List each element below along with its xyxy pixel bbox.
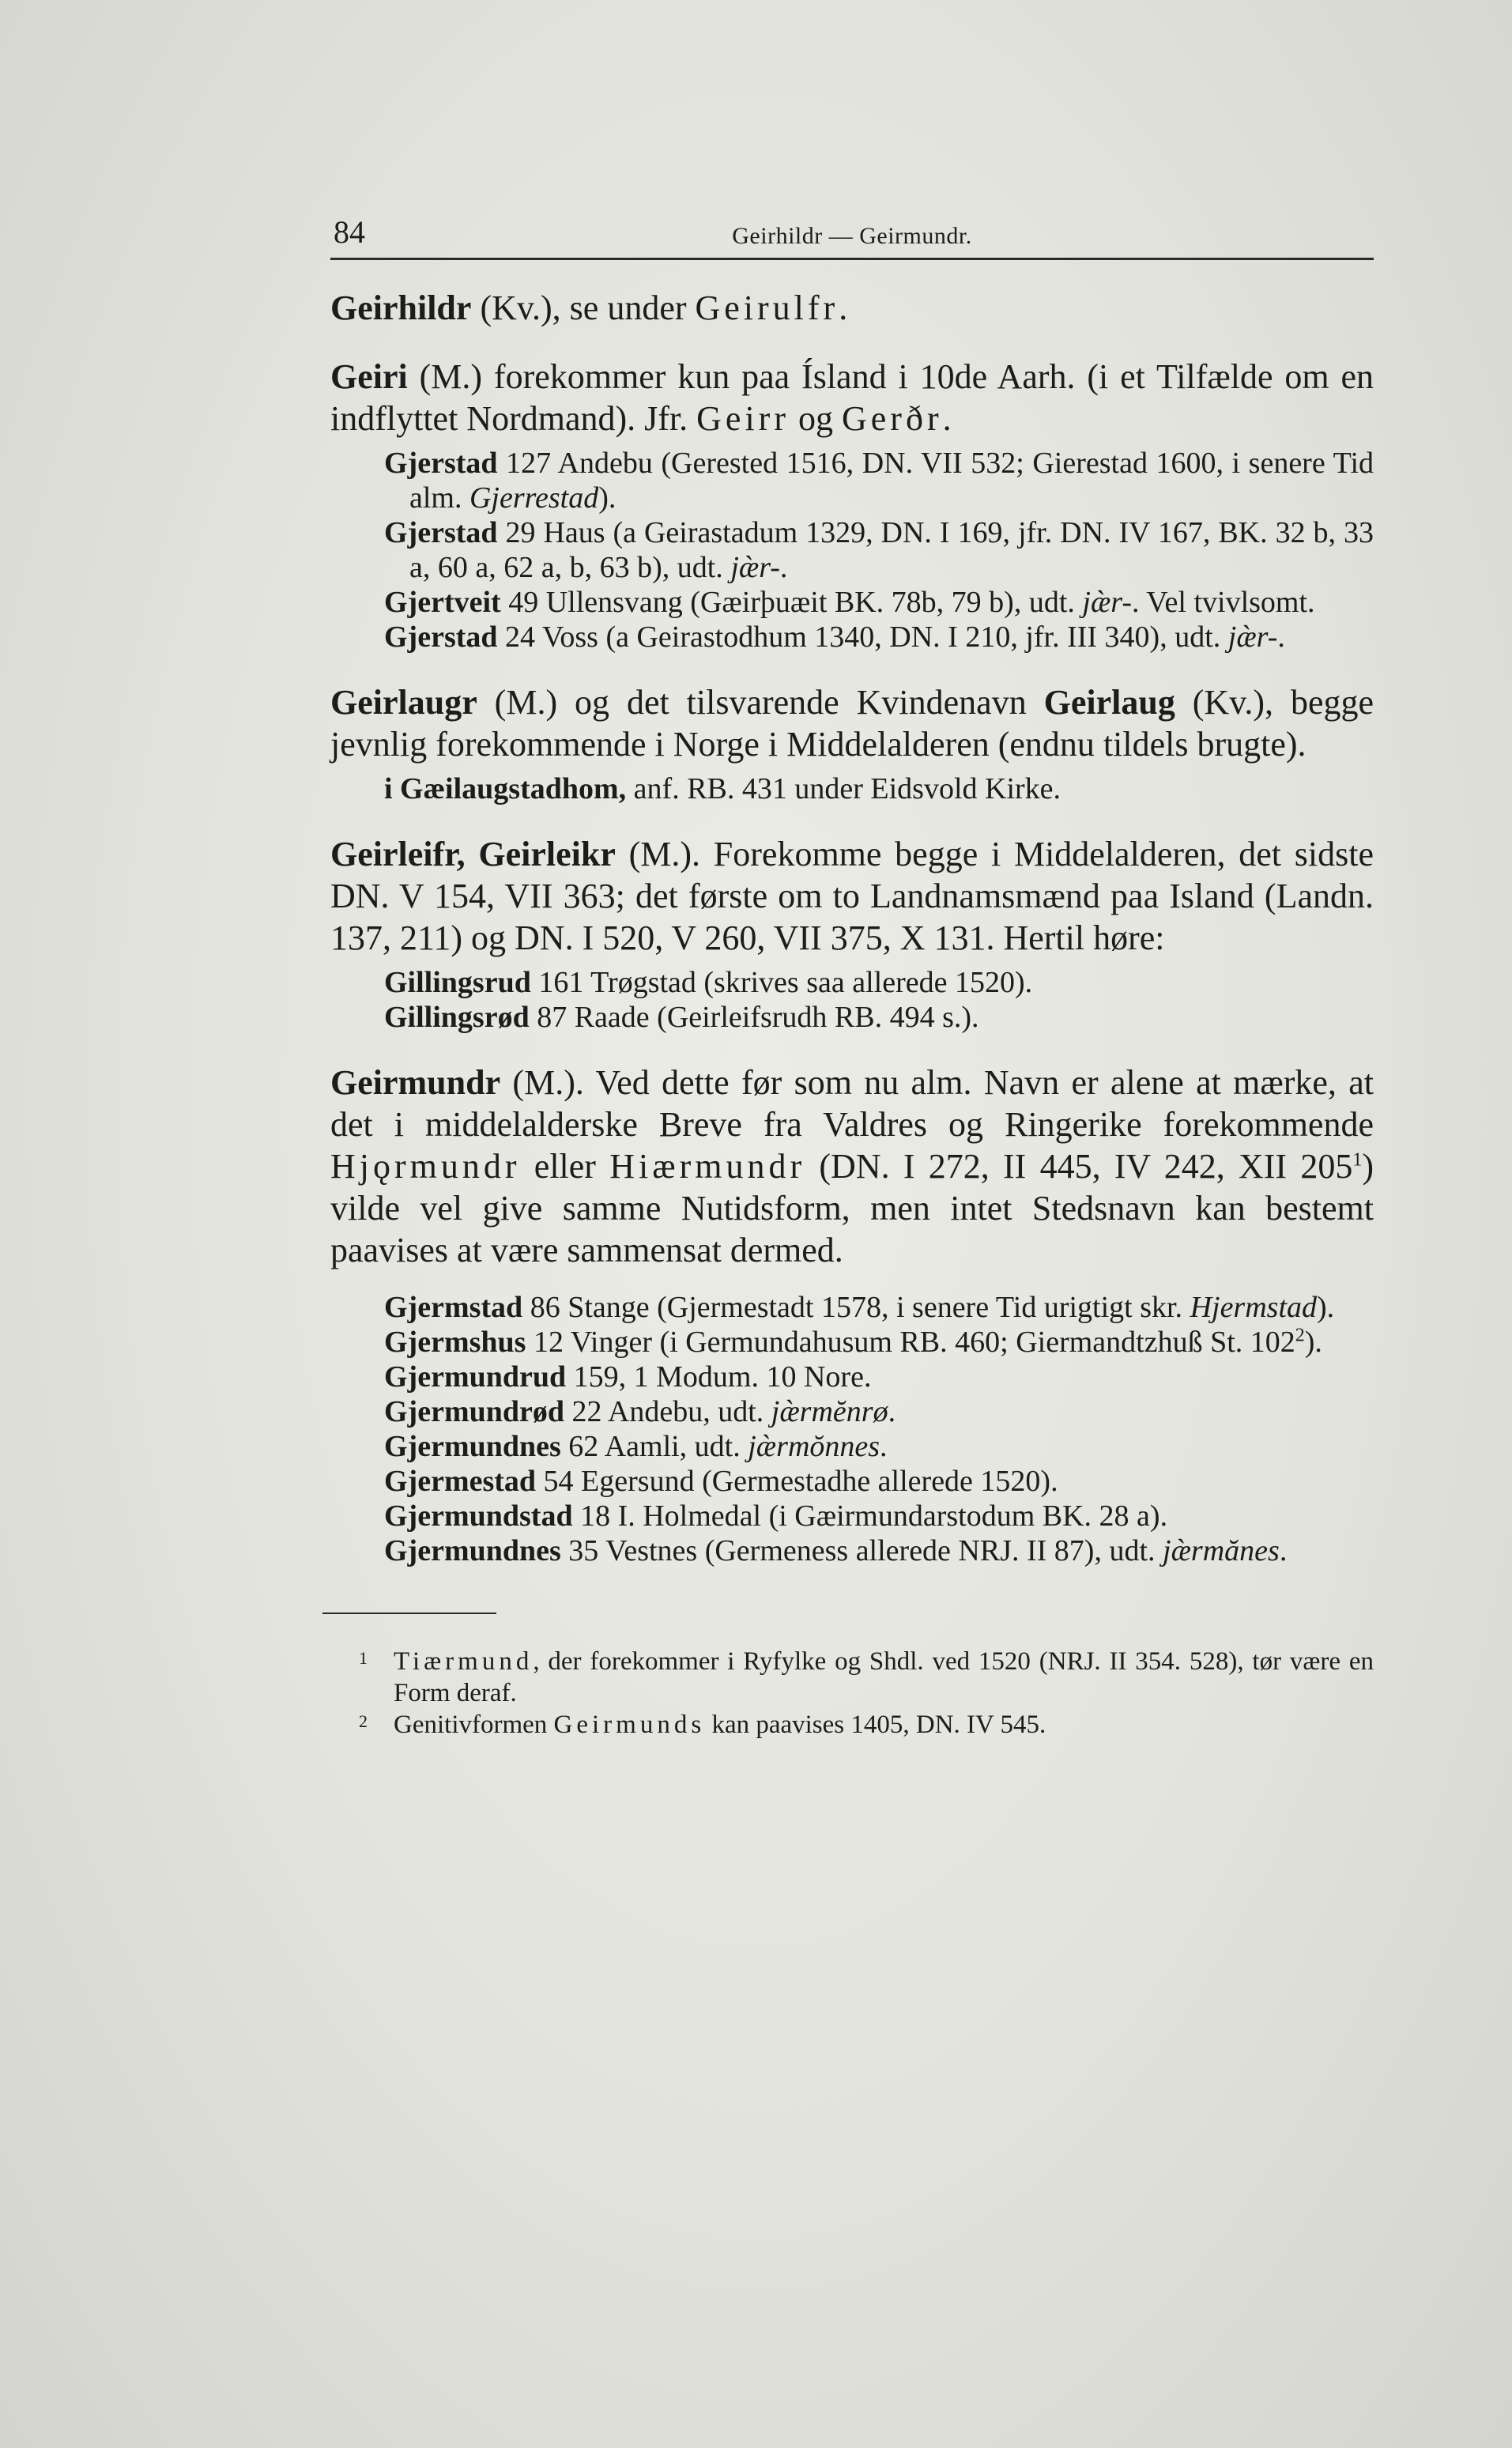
place-name: Gjermundnes <box>384 1430 561 1463</box>
entry-geiri <box>330 356 1374 439</box>
place-name: Gjerstad <box>384 516 498 549</box>
entry-geirmundr <box>330 1062 1374 1271</box>
entry-text: (DN. I 272, II 445, IV 242, XII 205 <box>805 1147 1353 1186</box>
entry-geirhildr <box>330 287 1374 329</box>
place-name: i Gæilaugstadhom, <box>384 772 627 805</box>
entry-lemma: Geirhildr <box>330 289 472 327</box>
place-text: 54 Egersund (Germestadhe allerede 1520). <box>536 1465 1058 1498</box>
footnote-marker: 2 <box>1295 1325 1305 1346</box>
footnote-text: , der forekommer i Ryfylke og Shdl. ved 1520 (NRJ. II 354. 528), tør være en Form deraf. <box>394 1647 1374 1707</box>
cross-reference: Geirr <box>696 399 790 438</box>
name-form: Hjǫrmundr <box>330 1147 521 1186</box>
place-text: . Vel tvivlsomt. <box>1131 586 1315 619</box>
name-form: Tiærmund <box>394 1647 534 1676</box>
name-form: Geirmunds <box>553 1711 706 1739</box>
place-name-entry <box>330 1533 1374 1568</box>
entry-text: (M.). Ved dette før som nu alm. Navn er alene at mærke, at det i middelalderske Breve fra Valdres og Ringerike forekommende <box>330 1063 1374 1144</box>
place-name-entry <box>330 585 1374 620</box>
pronunciation: jæ̀rmŏnnes <box>748 1430 880 1463</box>
cross-reference: Geirulfr <box>695 289 839 327</box>
entry-text: . <box>942 399 952 438</box>
place-name: Gjerstad <box>384 620 498 654</box>
entry-text: (Kv.), begge jevnlig forekommende i Norge i Middelalderen (endnu tildels brugte). <box>330 683 1374 764</box>
place-text: 24 Voss (a Geirastodhum 1340, DN. I 210, jfr. III 340), udt. <box>497 620 1228 654</box>
place-name-entry <box>330 1290 1374 1325</box>
place-name-entry <box>330 1394 1374 1429</box>
place-text: 87 Raade (Geirleifsrudh RB. 494 s.). <box>529 1001 979 1034</box>
place-name: Gjermundrød <box>384 1395 564 1428</box>
cross-reference: Gerðr <box>841 399 943 438</box>
entry-geirleifr <box>330 833 1374 959</box>
footnote-marker: 1 <box>1352 1149 1363 1171</box>
place-name: Gjermshus <box>384 1326 526 1359</box>
place-name-entry <box>330 1360 1374 1394</box>
place-text: . <box>888 1395 896 1428</box>
name-form: Hiærmundr <box>609 1147 806 1186</box>
place-text: 35 Vestnes (Germeness allerede NRJ. II 87), udt. <box>560 1534 1163 1567</box>
place-name: Gillingsrud <box>384 966 531 999</box>
place-text: 12 Vinger (i Germundahusum RB. 460; Giermandtzhuß St. 102 <box>526 1326 1295 1359</box>
entry-text: eller <box>520 1147 610 1186</box>
place-text: 22 Andebu, udt. <box>564 1395 771 1428</box>
place-text: 161 Trøgstad (skrives saa allerede 1520). <box>530 966 1033 999</box>
entry-lemma: Geirlaug <box>1043 683 1175 722</box>
entry-lemma: Geirleifr, Geirleikr <box>330 835 616 873</box>
place-text: . <box>1277 620 1285 654</box>
place-name-entry <box>330 771 1374 806</box>
place-name-entry <box>330 965 1374 1000</box>
place-name-entry <box>330 515 1374 585</box>
place-form: Hjermstad <box>1190 1291 1318 1324</box>
running-title: Geirhildr — Geirmundr. <box>732 223 972 249</box>
footnote-1 <box>330 1646 1374 1709</box>
place-text: anf. RB. 431 under Eidsvold Kirke. <box>626 772 1061 805</box>
place-name-entry <box>330 1464 1374 1499</box>
footnote-text: Genitivformen <box>394 1711 554 1739</box>
entry-text: ) vilde vel give samme Nutidsform, men intet Stedsnavn kan bestemt paavises at være sammensat dermed. <box>330 1147 1374 1269</box>
footnote-number: 1 <box>359 1648 368 1668</box>
pronunciation: jæ̀r- <box>1227 620 1278 654</box>
place-name: Gjermstad <box>384 1291 523 1324</box>
place-name: Gjermundrud <box>384 1360 567 1394</box>
pronunciation: jæ̀r- <box>730 551 780 584</box>
place-text: 86 Stange (Gjermestadt 1578, i senere Tid urigtigt skr. <box>522 1291 1190 1324</box>
pronunciation: jæ̀r- <box>1082 586 1132 619</box>
place-name: Gillingsrød <box>384 1001 530 1034</box>
place-name: Gjermestad <box>384 1465 537 1498</box>
place-name-entry <box>330 1325 1374 1360</box>
entry-lemma: Geirlaugr <box>330 683 477 722</box>
place-name-entry <box>330 1499 1374 1533</box>
place-name: Gjermundnes <box>384 1534 561 1567</box>
place-name: Gjertveit <box>384 586 501 619</box>
place-text: 127 Andebu (Gerested 1516, DN. VII 532; Gierestad 1600, i senere Tid alm. <box>409 447 1374 515</box>
entry-text: (M.) forekommer kun paa Ísland i 10de Aarh. (i et Tilfælde om en indflyttet Nordmand). Jfr. <box>330 357 1374 438</box>
place-text: 18 I. Holmedal (i Gæirmundarstodum BK. 28 a). <box>572 1499 1168 1533</box>
place-name: Gjerstad <box>384 447 498 480</box>
place-name-entry <box>330 1429 1374 1464</box>
place-text: 49 Ullensvang (Gæirþuæit BK. 78b, 79 b), udt. <box>500 586 1083 619</box>
entry-text: (Kv.), se under <box>471 289 696 327</box>
place-name-entry <box>330 620 1374 654</box>
footnote-text: kan paavises 1405, DN. IV 545. <box>705 1711 1046 1739</box>
place-text: ). <box>598 481 616 515</box>
place-name-entry <box>330 446 1374 515</box>
place-name-entry <box>330 1000 1374 1035</box>
place-text: 62 Aamli, udt. <box>560 1430 748 1463</box>
place-form: Gjerrestad <box>469 481 599 515</box>
text-block <box>330 213 1374 1741</box>
place-text: . <box>880 1430 888 1463</box>
entry-text: og <box>789 399 842 438</box>
pronunciation: jæ̀rmănes <box>1163 1534 1280 1567</box>
entry-geirlaugr <box>330 681 1374 765</box>
entry-lemma: Geirmundr <box>330 1063 501 1102</box>
place-text: 29 Haus (a Geirastadum 1329, DN. I 169, jfr. DN. IV 167, BK. 32 b, 33 a, 60 a, 62 a, b, 63 b), udt. <box>409 516 1374 584</box>
running-head <box>330 213 1374 260</box>
place-text: 159, 1 Modum. 10 Nore. <box>566 1360 872 1394</box>
place-text: . <box>779 551 788 584</box>
entry-text: (M.). Forekomme begge i Middelalderen, det sidste DN. V 154, VII 363; det første om to Landnamsmænd paa Island (Landn. 137, 211) og DN. I 520, V 260, VII 375, X 131. Hertil høre: <box>330 835 1374 957</box>
entry-lemma: Geiri <box>330 357 408 396</box>
entry-text: (M.) og det tilsvarende Kvindenavn <box>477 683 1044 722</box>
entry-text: . <box>839 289 848 327</box>
place-name: Gjermundstad <box>384 1499 573 1533</box>
page-number: 84 <box>334 214 365 250</box>
place-text: ). <box>1304 1326 1322 1359</box>
place-text: . <box>1279 1534 1288 1567</box>
footnote-2 <box>330 1709 1374 1741</box>
footnote-number: 2 <box>359 1711 368 1731</box>
pronunciation: jæ̀rmĕnrø <box>771 1395 888 1428</box>
place-text: ). <box>1317 1291 1335 1324</box>
